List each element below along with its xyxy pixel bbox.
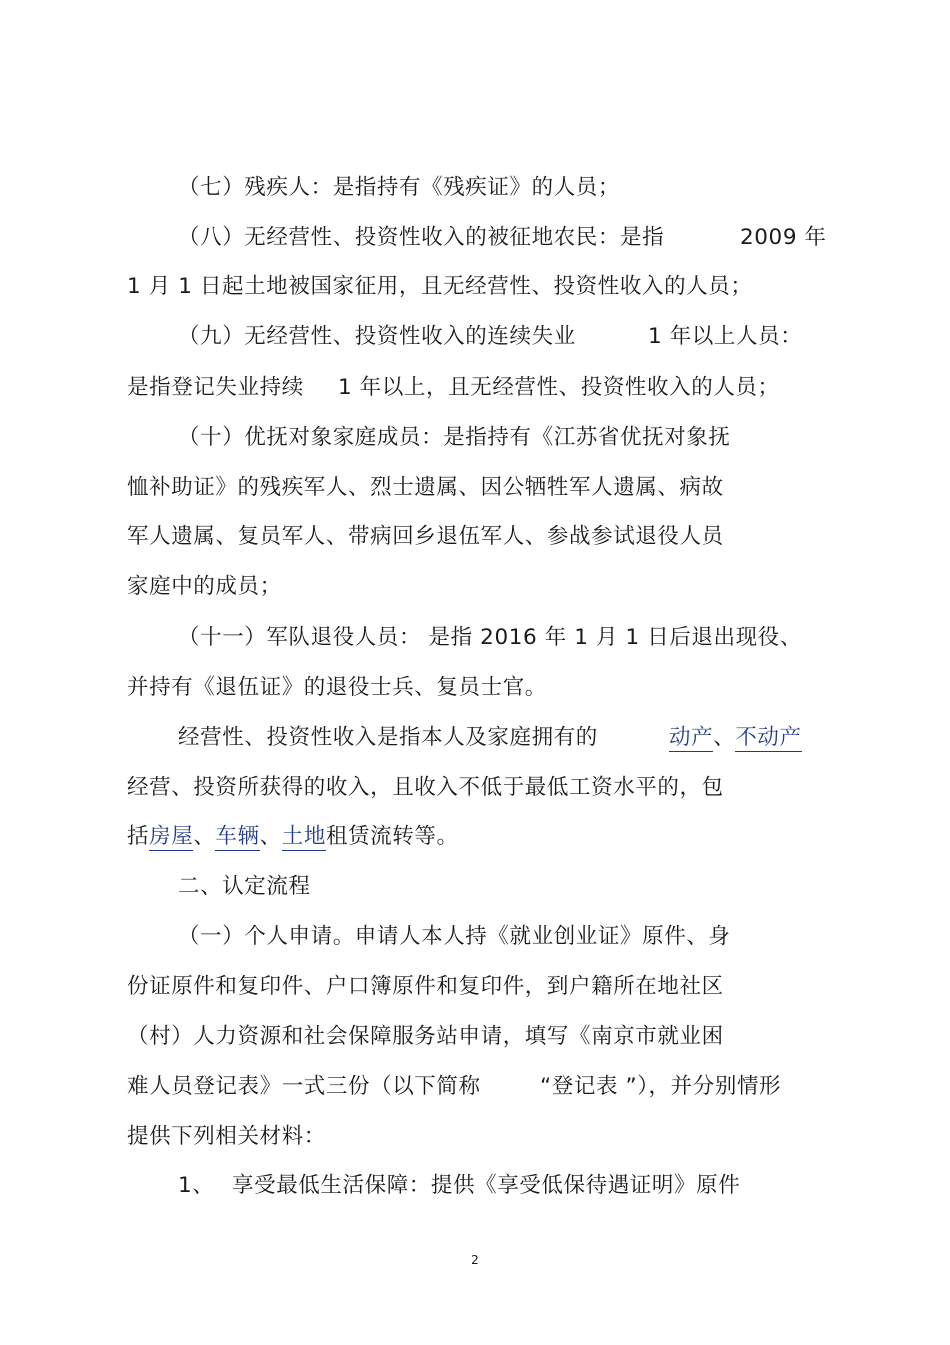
income-definition-text: 经营性、投资性收入是指本人及家庭拥有的 [178, 725, 598, 750]
vehicle-link[interactable]: 车辆 [215, 824, 260, 849]
paragraph-unemployed-line2b: 1 年以上，且无经营性、投资性收入的人员； [338, 375, 780, 400]
paragraph-unemployed-line1: （九）无经营性、投资性收入的连续失业 [178, 324, 576, 349]
paragraph-income-definition-line2: 经营、投资所获得的收入，且收入不低于最低工资水平的，包 [127, 775, 724, 800]
paragraph-application-line4b: “登记表 ”），并分别情形 [540, 1074, 782, 1099]
income-definition-suffix: 租赁流转等。 [325, 824, 459, 849]
paragraph-landless-farmers-line2: 1 月 1 日起土地被国家征用，且无经营性、投资性收入的人员； [127, 274, 753, 299]
list-item-minimum-living-security: 享受最低生活保障：提供《享受低保待遇证明》原件 [232, 1173, 741, 1198]
list-item-number: 1、 [178, 1173, 215, 1198]
paragraph-veterans-family-line1: （十）优抚对象家庭成员：是指持有《江苏省优抚对象抚 [178, 425, 731, 450]
income-definition-links [669, 723, 802, 753]
section-heading-procedure: 二、认定流程 [178, 874, 311, 899]
paragraph-veterans-family-line3: 军人遗属、复员军人、带病回乡退伍军人、参战参试退役人员 [127, 524, 724, 549]
paragraph-disabled: （七）残疾人：是指持有《残疾证》的人员； [178, 175, 621, 200]
link-separator: 、 [713, 725, 736, 750]
paragraph-unemployed-line2a: 是指登记失业持续 [127, 375, 304, 400]
house-link[interactable]: 房屋 [149, 824, 194, 849]
land-link[interactable]: 土地 [281, 824, 326, 849]
link-separator: 、 [259, 824, 282, 849]
income-definition-prefix: 括 [127, 824, 150, 849]
real-estate-link[interactable]: 不动产 [735, 725, 802, 750]
paragraph-income-definition-line3 [127, 822, 459, 852]
paragraph-retired-military-line2: 并持有《退伍证》的退役士兵、复员士官。 [127, 675, 547, 700]
paragraph-veterans-family-line4: 家庭中的成员； [127, 574, 282, 599]
link-separator: 、 [193, 824, 216, 849]
paragraph-application-line3: （村）人力资源和社会保障服务站申请，填写《南京市就业困 [127, 1024, 724, 1049]
paragraph-unemployed-years: 1 年以上人员： [648, 324, 803, 349]
paragraph-landless-farmers-line1: （八）无经营性、投资性收入的被征地农民：是指 [178, 225, 665, 250]
paragraph-retired-military-line1: （十一）军队退役人员： 是指 2016 年 1 月 1 日后退出现役、 [178, 625, 802, 650]
paragraph-veterans-family-line2: 恤补助证》的残疾军人、烈士遗属、因公牺牲军人遗属、病故 [127, 475, 724, 500]
paragraph-application-line4a: 难人员登记表》一式三份（以下简称 [127, 1074, 481, 1099]
paragraph-income-definition-line1 [178, 723, 598, 753]
paragraph-application-line1: （一）个人申请。申请人本人持《就业创业证》原件、身 [178, 924, 731, 949]
movable-property-link[interactable]: 动产 [669, 725, 714, 750]
paragraph-landless-farmers-year: 2009 年 [740, 225, 827, 250]
paragraph-application-line2: 份证原件和复印件、户口簿原件和复印件，到户籍所在地社区 [127, 974, 724, 999]
paragraph-application-line5: 提供下列相关材料： [127, 1124, 326, 1149]
page-number: 2 [471, 1253, 479, 1267]
